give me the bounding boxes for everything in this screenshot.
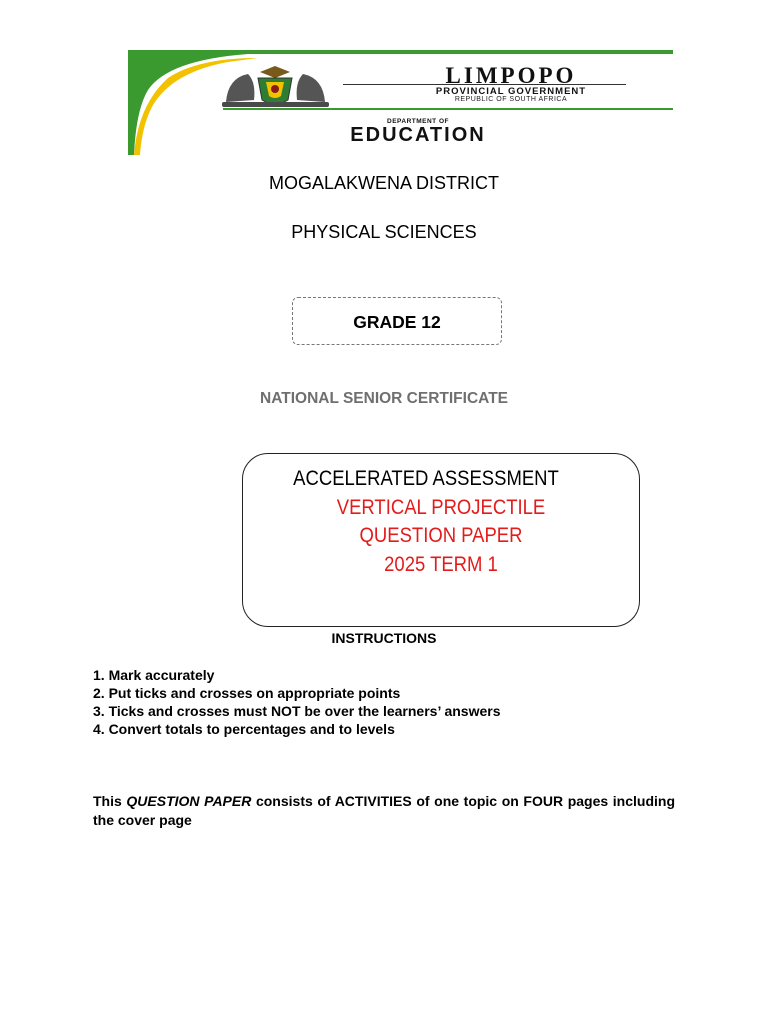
paper-note-suffix: consists of ACTIVITIES of one topic on FOUR pages including the cover page [93,793,676,828]
paper-note-emphasis: QUESTION PAPER [126,793,252,809]
assessment-box [242,453,640,627]
department-name: EDUCATION [350,124,486,146]
coat-of-arms-icon [218,64,333,108]
instruction-item: 2. Put ticks and crosses on appropriate points [93,685,401,701]
republic-label: REPUBLIC OF SOUTH AFRICA [454,96,568,103]
district-title: MOGALAKWENA DISTRICT [268,173,500,193]
department-header [128,50,673,155]
provincial-government-label: PROVINCIAL GOVERNMENT [435,86,587,97]
grade-label: GRADE 12 [353,312,441,332]
paper-note-prefix: This [93,793,127,809]
instruction-item: 3. Ticks and crosses must NOT be over the learners’ answers [93,703,501,719]
assessment-title: ACCELERATED ASSESSMENT [293,467,559,490]
department-of-label: DEPARTMENT OF [387,118,449,125]
instructions-heading: INSTRUCTIONS [331,630,437,646]
instruction-item: 1. Mark accurately [93,667,215,683]
grade-box [292,297,502,345]
instruction-item: 4. Convert totals to percentages and to levels [93,721,395,737]
subject-title: PHYSICAL SCIENCES [291,222,477,242]
province-name: LIMPOPO [445,63,577,88]
assessment-topic: VERTICAL PROJECTILE [336,496,546,519]
paper-note [93,792,675,830]
assessment-paper-type: QUESTION PAPER [359,524,523,547]
instruction-list [93,666,693,738]
assessment-term: 2025 TERM 1 [384,553,498,576]
certificate-label: NATIONAL SENIOR CERTIFICATE [260,390,508,407]
